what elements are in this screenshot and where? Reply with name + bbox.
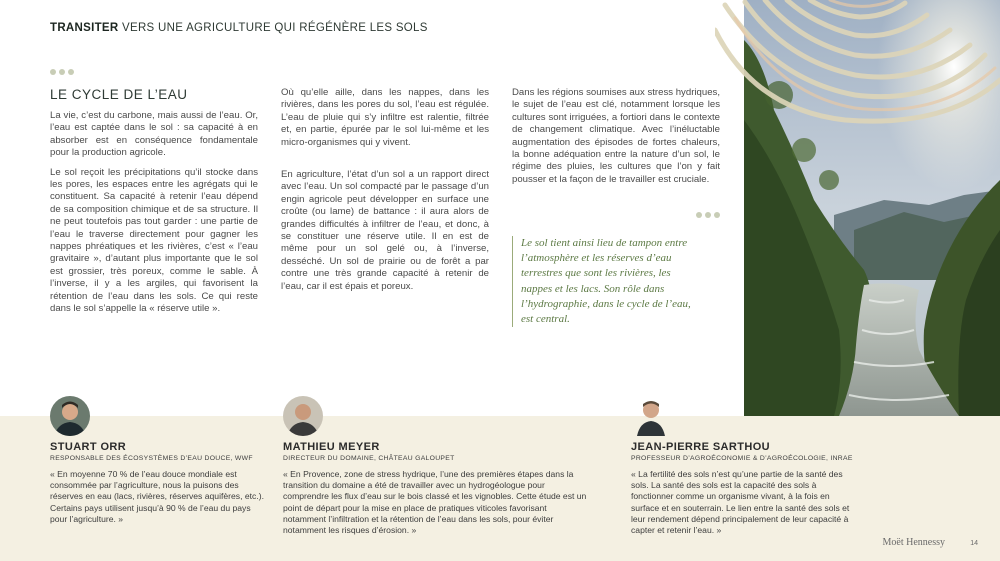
avatar	[283, 396, 323, 436]
header-title-strong: TRANSITER	[50, 22, 119, 34]
person-quote: « La fertilité des sols n’est qu’une partie de la santé des sols. La santé des sols est la capacité des sols à fonctionner comme un organisme vivant, à la fois en surface et en souterrain. Le lien entre la santé des sols et leur rendement dépend principalement de leur capacité à capter et retenir l’eau. »	[631, 469, 850, 536]
avatar	[50, 396, 90, 436]
person-role: PROFESSEUR D’AGROÉCONOMIE & D’AGROÉCOLOGIE, INRAE	[631, 455, 853, 462]
pull-quote: Le sol tient ainsi lieu de tampon entre l’atmosphère et les réserves d’eau terrestres que sont les rivières, les nappes et les lacs. Son rôle dans l’hydrographie, dans le cycle de l’eau, est central.	[512, 236, 696, 327]
avatar	[631, 396, 671, 436]
text-column-1	[50, 110, 258, 323]
brand-logo: Moët Hennessy	[882, 537, 945, 548]
paragraph: Le sol reçoit les précipitations qu’il stocke dans les pores, les espaces entre les agrégats qui le constituent. Sa capacité à retenir l’eau dépend de sa composition chimique et de sa structure. Il ne peut toutefois pas tout garder : une partie de l’eau le traverse directement pour gagner les nappes phréatiques et les rivières, c’est « l’eau gravitaire », d’autant plus importante que le sol est grossier, très poreux, comme le sable. À l’inverse, il y a les argiles, qui favorisent la rétention de l’eau dans les sols. Ce qui reste dans le sol s’appelle la « réserve utile ».	[50, 166, 258, 315]
paragraph: La vie, c’est du carbone, mais aussi de l’eau. Or, l’eau est captée dans le sol : sa capacité à en absorber est en conséquence fondamentale pour la production agricole.	[50, 110, 258, 159]
text-column-2	[281, 87, 489, 300]
fingerprint-decoration	[715, 0, 1000, 130]
person-name: STUART ORR	[50, 441, 127, 453]
person-name: JEAN-PIERRE SARTHOU	[631, 441, 771, 453]
decorative-dots	[50, 69, 74, 75]
person-role: DIRECTEUR DU DOMAINE, CHÂTEAU GALOUPET	[283, 455, 455, 462]
paragraph: En agriculture, l’état d’un sol a un rapport direct avec l’eau. Un sol compacté par le passage d’un engin agricole peut développer en surface une croûte (ou lame) de battance : il aura alors de grandes difficultés à infiltrer de l’eau, et donc, à se constituer une réserve utile. Il en est de même pour un sol gelé ou, à l’inverse, desséché. Un sol de prairie ou de forêt a par contre une très grande capacité à retenir de l’eau, car il est épais et poreux.	[281, 169, 489, 292]
page-number: 14	[970, 540, 978, 547]
section-title: LE CYCLE DE L’EAU	[50, 87, 188, 102]
person-quote: « En moyenne 70 % de l’eau douce mondiale est consommée par l’agriculture, nous la puisons des réserves en eau (lacs, rivières, réserves aquifères, etc.). Certains pays utilisent jusqu’à 90 % de l’eau du pays pour l’agriculture. »	[50, 469, 264, 524]
person-quote: « En Provence, zone de stress hydrique, l’une des premières étapes dans la transition du domaine a été de travailler avec un hydrogéologue pour comprendre les flux d’eau sur le bois classé et les vignobles. Cette étude est un point de départ pour la mise en place de pratiques viticoles favorisant notamment l’infiltration et la rétention de l’eau dans les sols, pour éviter notamment les risques d’érosion. »	[283, 469, 587, 536]
decorative-dots	[696, 212, 720, 218]
text-column-3	[512, 87, 720, 193]
header-title-rest: VERS UNE AGRICULTURE QUI RÉGÉNÈRE LES SOLS	[118, 22, 428, 34]
person-role: RESPONSABLE DES ÉCOSYSTÈMES D’EAU DOUCE, WWF	[50, 455, 253, 462]
paragraph: Dans les régions soumises aux stress hydriques, le sujet de l’eau est clé, notamment lorsque les cultures sont irriguées, a fortiori dans le contexte de changement climatique. Avec l’inéluctable augmentation des épisodes de fortes chaleurs, la bonne adéquation entre la nature d’un sol, le régime des pluies, les cultures que l’on y fait pousser et la façon de le travailler est cruciale.	[512, 87, 720, 185]
paragraph: Où qu’elle aille, dans les nappes, dans les rivières, dans les pores du sol, l’eau est régulée. L’eau de pluie qui s’y infiltre est ralentie, filtrée et, en partie, épurée par le sol lui-même et les micro-organismes qui y vivent.	[281, 87, 489, 148]
page-header	[50, 22, 428, 34]
person-name: MATHIEU MEYER	[283, 441, 380, 453]
